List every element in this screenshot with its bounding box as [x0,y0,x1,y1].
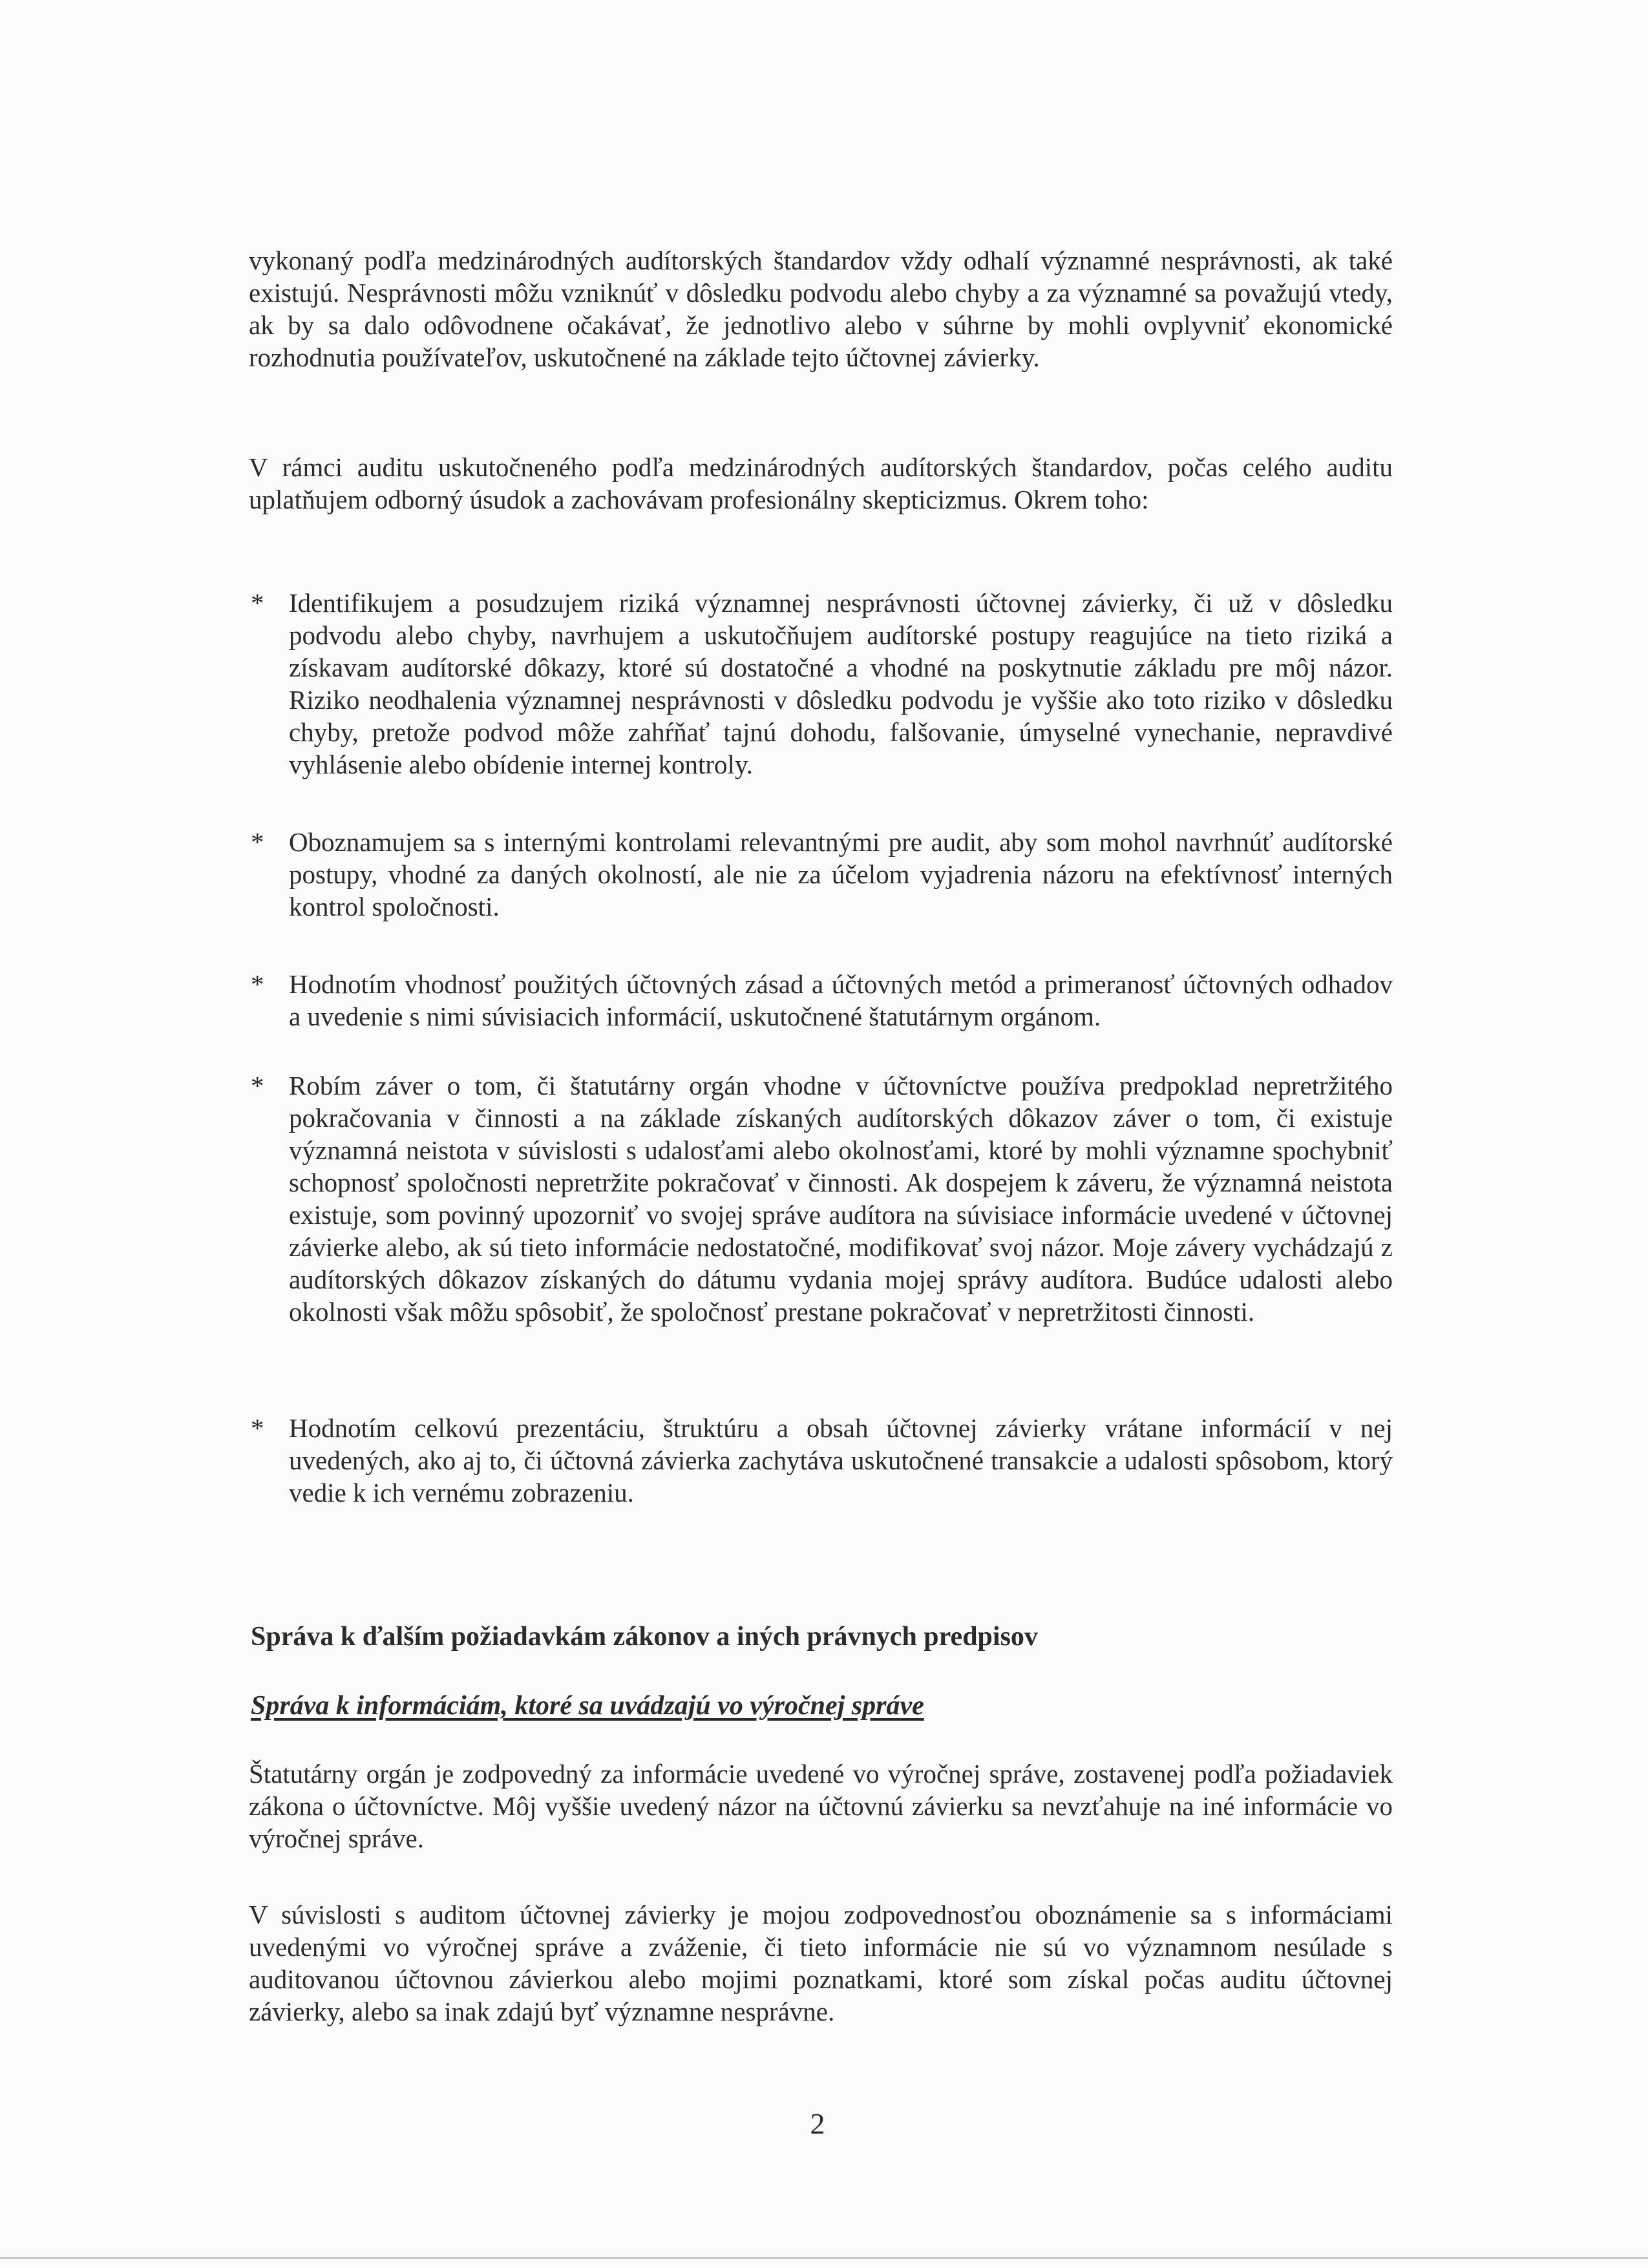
bullet-item-internal-controls: Oboznamujem sa s internými kontrolami relevantnými pre audit, aby som mohol navrhnúť audítorské postupy, vhodné za daných okolností, ale nie za účelom vyjadrenia názoru na efektívnosť interných kontrol spoločnosti. [289,827,1393,921]
bullet-item-accounting-policies: Hodnotím vhodnosť použitých účtovných zásad a účtovných metód a primeranosť účtovných odhadov a uvedenie s nimi súvisiacich informácií, uskutočnené štatutárnym orgánom. [289,969,1393,1031]
scan-edge-line [0,2257,1648,2259]
bullet-marker: * [251,1413,264,1443]
bullet-marker: * [251,1071,264,1100]
bullet-item-risk-assessment: Identifikujem a posudzujem riziká významnej nesprávnosti účtovnej závierky, či už v dôsledku podvodu alebo chyby, navrhujem a uskutočňujem audítorské postupy reagujúce na tieto riziká a získavam audítorské dôkazy, ktoré sú dostatočné a vhodné na poskytnutie základu pre môj názor. Riziko neodhalenia významnej nesprávnosti v dôsledku podvodu je vyššie ako toto riziko v dôsledku chyby, pretože podvod môže zahŕňať tajnú dohodu, falšovanie, úmyselné vynechanie, nepravdivé vyhlásenie alebo obídenie internej kontroly. [289,588,1393,779]
bullet-marker: * [251,969,264,999]
intro-paragraph: vykonaný podľa medzinárodných audítorských štandardov vždy odhalí významné nesprávnosti, ak také existujú. Nesprávnosti môžu vzniknúť v dôsledku podvodu alebo chyby a za významné sa považujú vtedy, ak by sa dalo odôvodnene očakávať, že jednotlivo alebo v súhrne by mohli ovplyvniť ekonomické rozhodnutia používateľov, uskutočnené na základe tejto účtovnej závierky. [249,246,1393,372]
subsection-heading: Správa k informáciám, ktoré sa uvádzajú vo výročnej správe [251,1691,924,1721]
annual-report-paragraph-2: V súvislosti s auditom účtovnej závierky je mojou zodpovednosťou oboznámenie sa s informáciami uvedenými vo výročnej správe a zváženie, či tieto informácie nie sú vo významnom nesúlade s auditovanou účtovnou závierkou alebo mojimi poznatkami, ktoré som získal počas auditu účtovnej závierky, alebo sa inak zdajú byť významne nesprávne. [249,1900,1393,2026]
bullet-item-going-concern: Robím záver o tom, či štatutárny orgán vhodne v účtovníctve používa predpoklad nepretržitého pokračovania v činnosti a na základe získaných audítorských dôkazov záver o tom, či existuje významná neistota v súvislosti s udalosťami alebo okolnosťami, ktoré by mohli významne spochybniť schopnosť spoločnosti nepretržite pokračovať v činnosti. Ak dospejem k záveru, že významná neistota existuje, som povinný upozorniť vo svojej správe audítora na súvisiace informácie uvedené v účtovnej závierke alebo, ak sú tieto informácie nedostatočné, modifikovať svoj názor. Moje závery vychádzajú z audítorských dôkazov získaných do dátumu vydania mojej správy audítora. Budúce udalosti alebo okolnosti však môžu spôsobiť, že spoločnosť prestane pokračovať v nepretržitosti činnosti. [289,1071,1393,1327]
bullet-item-overall-presentation: Hodnotím celkovú prezentáciu, štruktúru a obsah účtovnej závierky vrátane informácií v nej uvedených, ako aj to, či účtovná závierka zachytáva uskutočnené transakcie a udalosti spôsobom, ktorý vedie k ich vernému zobrazeniu. [289,1413,1393,1507]
section-heading: Správa k ďalším požiadavkám zákonov a iných právnych predpisov [251,1622,1038,1652]
audit-paragraph: V rámci auditu uskutočneného podľa medzinárodných audítorských štandardov, počas celého auditu uplatňujem odborný úsudok a zachovávam profesionálny skepticizmus. Okrem toho: [249,452,1393,514]
page-number: 2 [810,2107,825,2140]
annual-report-paragraph-1: Štatutárny orgán je zodpovedný za informácie uvedené vo výročnej správe, zostavenej podľa požiadaviek zákona o účtovníctve. Môj vyššie uvedený názor na účtovnú závierku sa nevzťahuje na iné informácie vo výročnej správe. [249,1759,1393,1853]
bullet-marker: * [251,827,264,857]
bullet-marker: * [251,588,264,618]
